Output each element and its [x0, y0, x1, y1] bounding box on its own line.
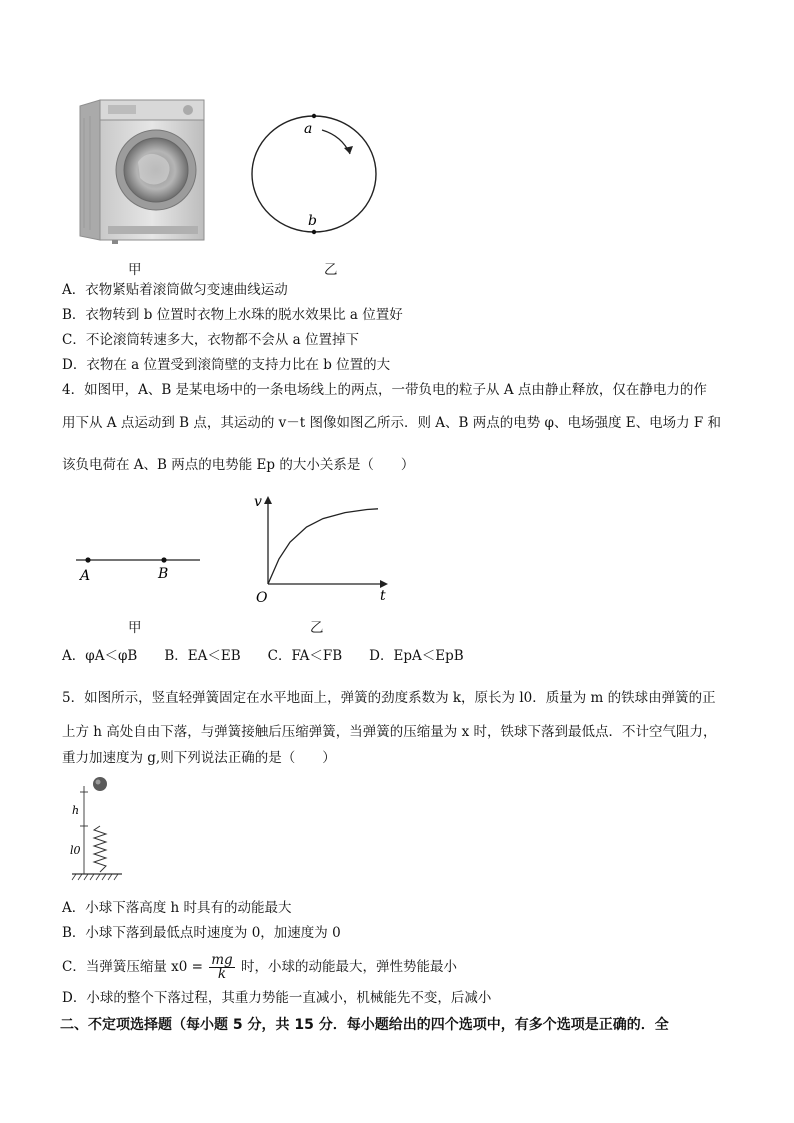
q4-stem-line3: 该负电荷在 A、B 两点的电势能 Ep 的大小关系是（ ）: [62, 457, 415, 473]
q5-option-c-pre: C．当弹簧压缩量 x0 =: [62, 959, 203, 975]
q5-option-a: A．小球下落高度 h 时具有的动能最大: [62, 900, 292, 916]
q4-options: A．φA＜φB B．EA＜EB C．FA＜FB D．EpA＜EpB: [62, 648, 464, 664]
axis-t-label: t: [380, 588, 386, 604]
spring-ball-figure: [66, 772, 126, 884]
section-2-heading: 二、不定项选择题（每小题 5 分，共 15 分．每小题给出的四个选项中，有多个选项是正确的．全: [60, 1017, 669, 1033]
figure-caption-jia: 甲: [128, 262, 142, 278]
q5-option-b: B．小球下落到最低点时速度为 0，加速度为 0: [62, 925, 341, 941]
point-a-label: a: [304, 121, 313, 137]
origin-label: O: [256, 590, 268, 604]
q4-stem-line2: 用下从 A 点运动到 B 点，其运动的 v－t 图像如图乙所示．则 A、B 两点的电势 φ、电场强度 E、电场力 F 和: [62, 415, 722, 431]
q5-stem-line1: 5．如图所示，竖直轻弹簧固定在水平地面上，弹簧的劲度系数为 k，原长为 l0．质量为 m 的铁球由弹簧的正: [62, 690, 716, 706]
q3-option-c: C．不论滚筒转速多大，衣物都不会从 a 位置掉下: [62, 332, 359, 348]
fraction-mg-over-k: [209, 954, 234, 981]
q4-caption-jia: 甲: [128, 620, 142, 636]
axis-v-label: v: [254, 494, 262, 510]
figure-caption-yi: 乙: [324, 262, 338, 278]
vt-graph: [248, 492, 394, 604]
q3-option-d: D．衣物在 a 位置受到滚筒壁的支持力比在 b 位置的大: [62, 357, 391, 373]
q3-option-a: A．衣物紧贴着滚筒做匀变速曲线运动: [62, 282, 288, 298]
vt-curve: [268, 509, 378, 584]
l0-label: l0: [70, 844, 81, 857]
circle-figure: [246, 108, 382, 238]
q5-option-c-post: 时，小球的动能最大，弹性势能最小: [240, 959, 457, 975]
q5-stem-line3: 重力加速度为 g,则下列说法正确的是（ ）: [62, 750, 336, 766]
q4-caption-yi: 乙: [310, 620, 324, 636]
fraction-numerator: mg: [211, 952, 233, 968]
point-B-label: B: [158, 566, 169, 582]
q5-stem-line2: 上方 h 高处自由下落，与弹簧接触后压缩弹簧，当弹簧的压缩量为 x 时，铁球下落到最低点．不计空气阻力，: [62, 724, 717, 740]
q5-option-c: [62, 952, 457, 982]
q5-option-d: D．小球的整个下落过程，其重力势能一直减小，机械能先不变，后减小: [62, 990, 492, 1006]
washing-machine-figure: [78, 98, 206, 246]
field-line-figure: [72, 548, 204, 588]
point-A-label: A: [80, 568, 91, 584]
fraction-denominator: k: [217, 966, 227, 982]
h-label: h: [72, 804, 80, 817]
point-b-label: b: [308, 213, 317, 229]
q4-stem-line1: 4．如图甲，A、B 是某电场中的一条电场线上的两点，一带负电的粒子从 A 点由静止释放，仅在静电力的作: [62, 382, 707, 398]
q3-option-b: B．衣物转到 b 位置时衣物上水珠的脱水效果比 a 位置好: [62, 307, 403, 323]
